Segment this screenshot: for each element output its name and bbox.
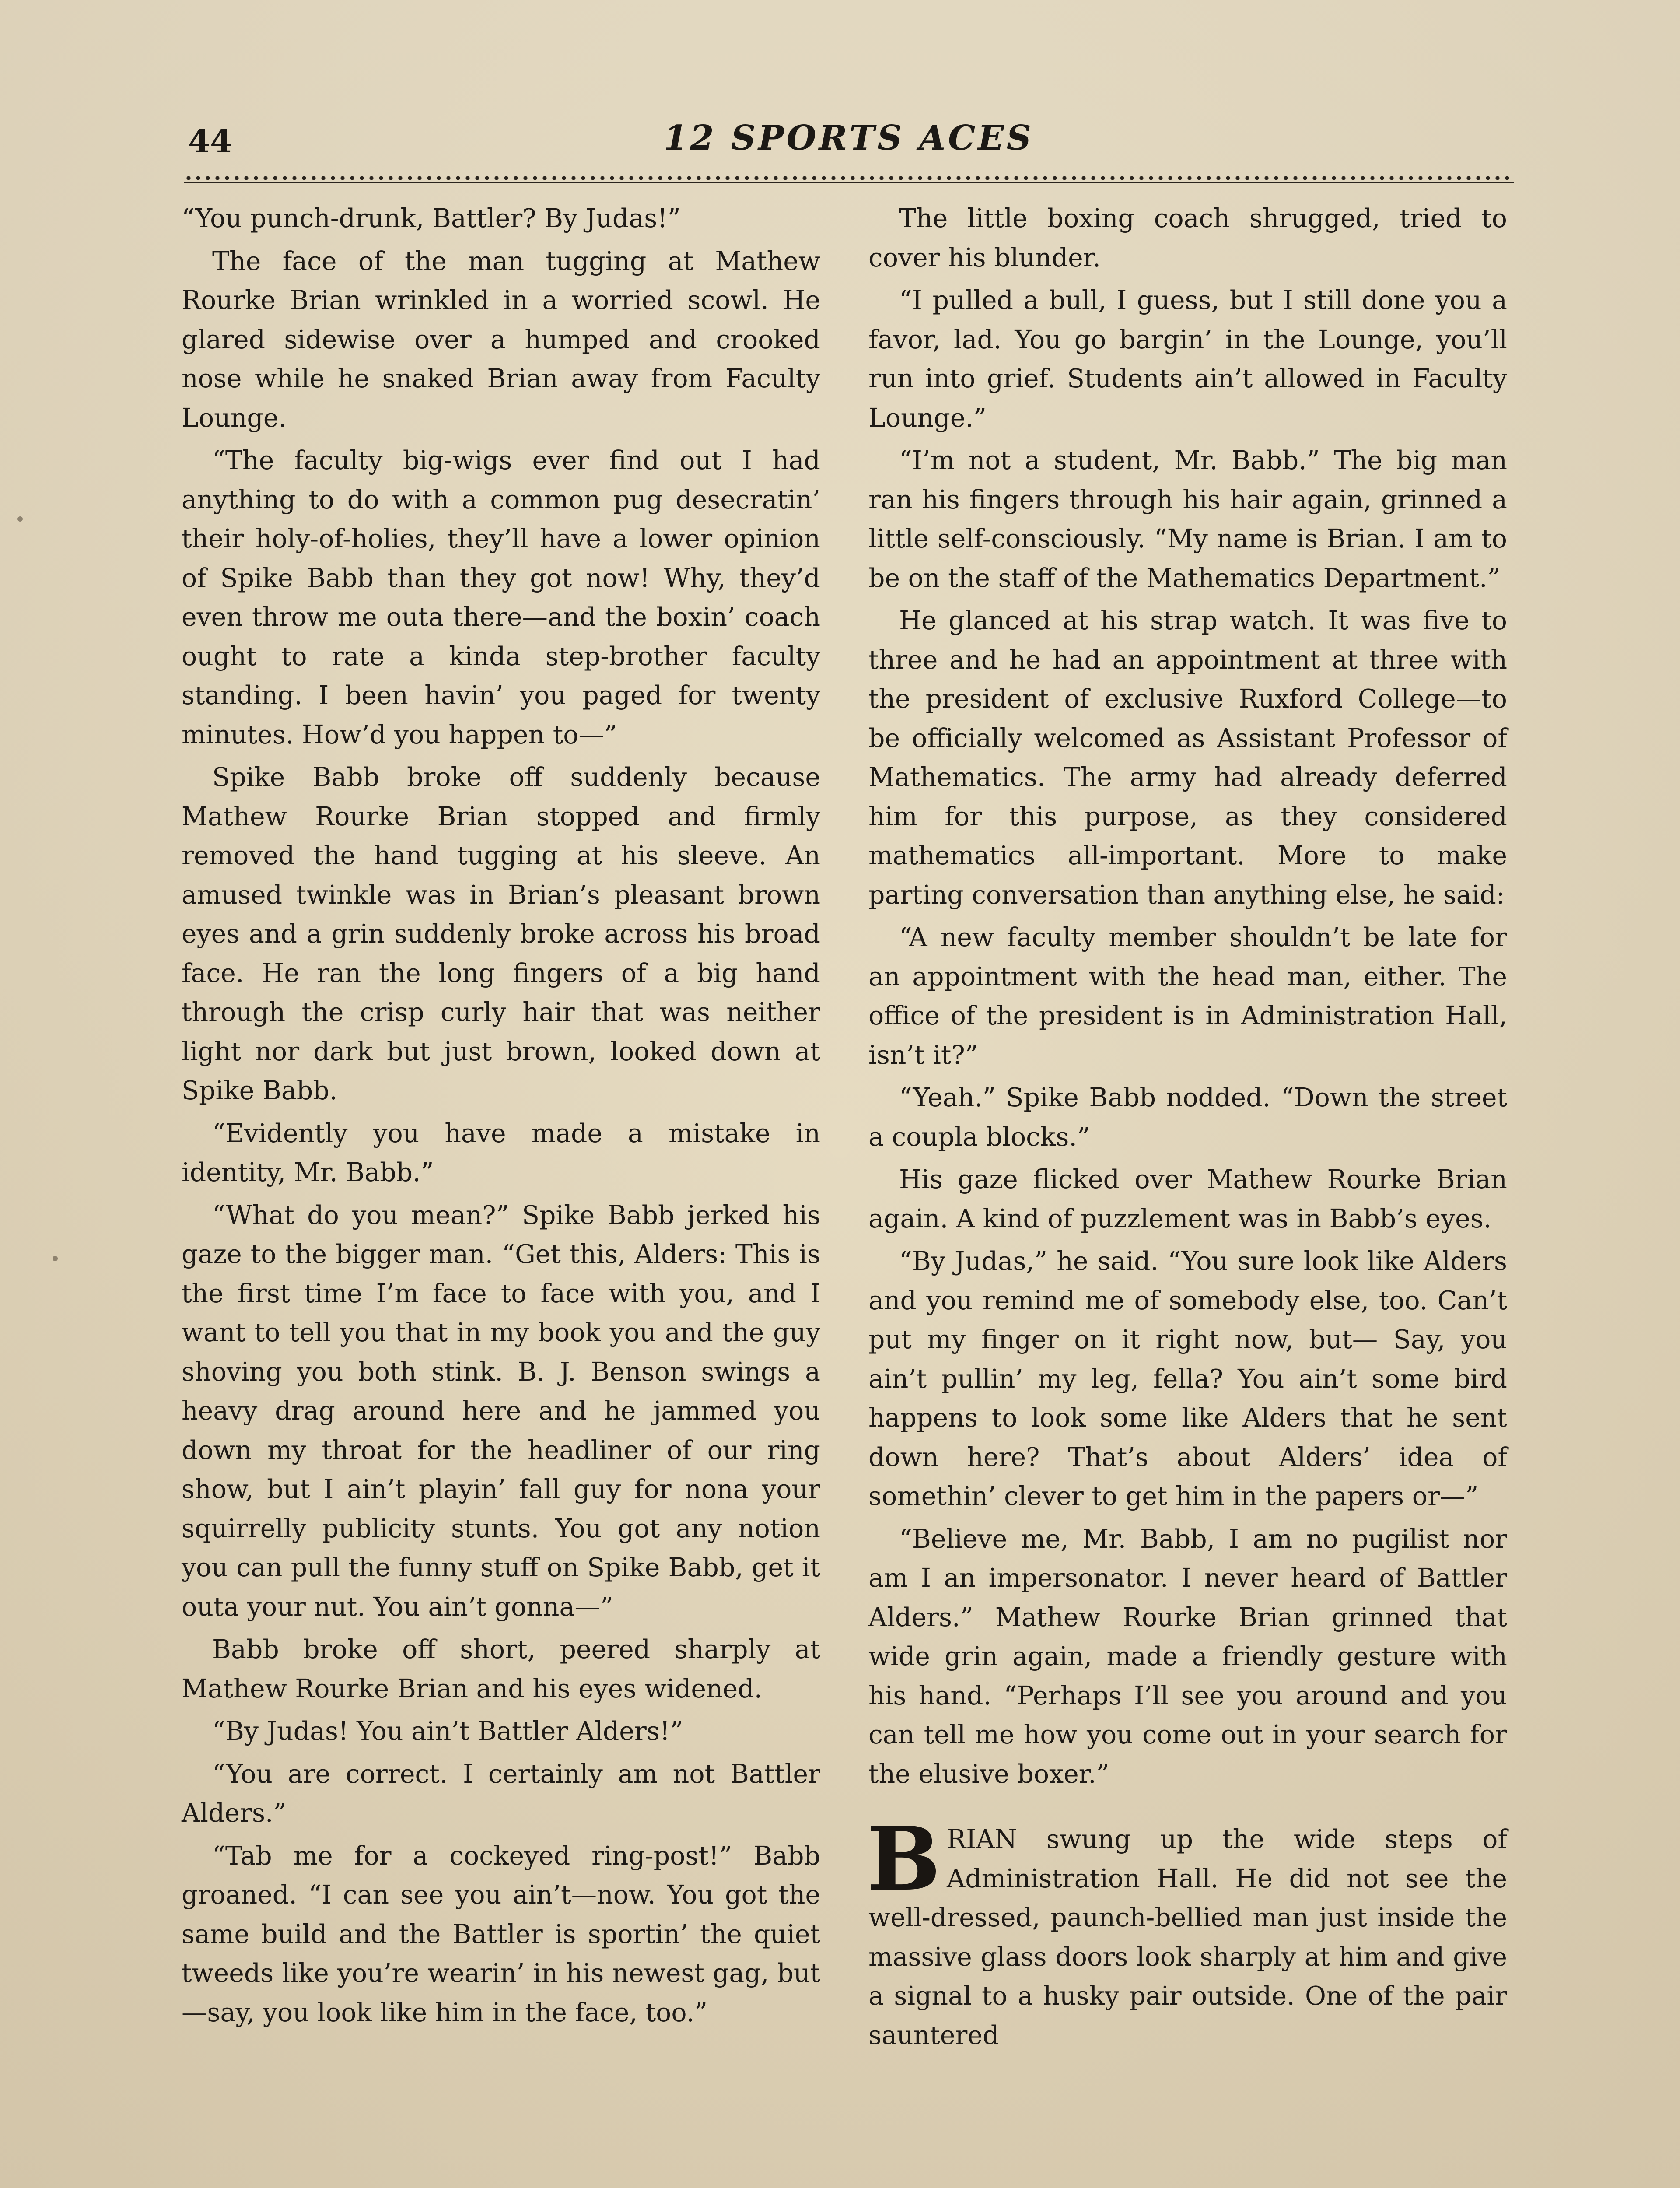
paragraph: “By Judas! You ain’t Battler Alders!” xyxy=(212,1716,683,1746)
paragraph: “You are correct. I certainly am not Battler Alders.” xyxy=(182,1759,820,1828)
paragraph: “Believe me, Mr. Babb, I am no pugilist nor am I an impersonator. I never heard of Battler Alders.” Mathew Rourke Brian grinned that wide grin again, made a friendly gesture with his hand. “Perhaps I’ll see you around and you can tell me how you come out in your search for the elusive boxer.” xyxy=(868,1524,1507,1789)
drop-cap: B xyxy=(867,1808,941,1911)
paragraph: The face of the man tugging at Mathew Rourke Brian wrinkled in a worried scowl. He glared sidewise over a humped and crooked nose while he snaked Brian away from Faculty Lounge. xyxy=(182,246,820,433)
print-speck xyxy=(52,1256,58,1261)
paragraph: “The faculty big-wigs ever find out I had anything to do with a common pug desecratin’ their holy-of-holies, they’ll have a lower opinion of Spike Babb than they got now! Why, they’d even throw me outa there—and the boxin’ coach ought to rate a kinda step-brother faculty standing. I been havin’ you paged for twenty minutes. How’d you happen to—” xyxy=(182,445,820,750)
section-start-paragraph xyxy=(867,1808,1507,2055)
paragraph: “You punch-drunk, Battler? By Judas!” xyxy=(182,203,681,233)
paragraph: “Evidently you have made a mistake in identity, Mr. Babb.” xyxy=(182,1118,820,1187)
page-header xyxy=(188,118,1509,171)
paragraph: “I’m not a student, Mr. Babb.” The big man ran his fingers through his hair again, grinned a little self-consciously. “My name is Brian. I am to be on the staff of the Mathematics Department.” xyxy=(868,445,1507,593)
paragraph: “What do you mean?” Spike Babb jerked his gaze to the bigger man. “Get this, Alders: This is the first time I’m face to face with you, and I want to tell you that in my book you and the guy shoving you both stink. B. J. Benson swings a heavy drag around here and he jammed you down my throat for the headliner of our ring show, but I ain’t playin’ fall guy for nona your squirrelly publicity stunts. You got any notion you can pull the funny stuff on Spike Babb, get it outa your nut. You ain’t gonna—” xyxy=(182,1200,820,1622)
paragraph: He glanced at his strap watch. It was five to three and he had an appointment at three with the president of exclusive Ruxford College—to be officially welcomed as Assistant Professor of Mathematics. The army had already deferred him for this purpose, as they considered mathematics all-important. More to make parting conversation than anything else, he said: xyxy=(868,606,1507,910)
paragraph: “Tab me for a cockeyed ring-post!” Babb groaned. “I can see you ain’t—now. You got the same build and the Battler is sportin’ the quiet tweeds like you’re wearin’ in his newest gag, but—say, you look like him in the face, too.” xyxy=(182,1841,820,2027)
left-column xyxy=(182,199,820,2036)
drop-paragraph-text: RIAN swung up the wide steps of Administration Hall. He did not see the well-dressed, paunch-bellied man just inside the massive glass doors look sharply at him and give a signal to a husky pair outside. One of the pair sauntered xyxy=(868,1824,1507,2050)
paragraph: The little boxing coach shrugged, tried to cover his blunder. xyxy=(868,203,1507,273)
page-number: 44 xyxy=(188,123,232,160)
paragraph: “A new faculty member shouldn’t be late for an appointment with the head man, either. The office of the president is in Administration Hall, isn’t it?” xyxy=(868,922,1507,1070)
running-title: 12 SPORTS ACES xyxy=(664,118,1034,158)
paragraph: His gaze flicked over Mathew Rourke Brian again. A kind of puzzlement was in Babb’s eyes. xyxy=(868,1164,1507,1234)
paragraph: Babb broke off short, peered sharply at Mathew Rourke Brian and his eyes widened. xyxy=(182,1634,820,1704)
header-rule xyxy=(184,174,1514,183)
paragraph: “I pulled a bull, I guess, but I still done you a favor, lad. You go bargin’ in the Lounge, you’ll run into grief. Students ain’t allowed in Faculty Lounge.” xyxy=(868,285,1507,433)
paragraph: Spike Babb broke off suddenly because Mathew Rourke Brian stopped and firmly removed the hand tugging at his sleeve. An amused twinkle was in Brian’s pleasant brown eyes and a grin suddenly broke across his broad face. He ran the long fingers of a big hand through the crisp curly hair that was neither light nor dark but just brown, looked down at Spike Babb. xyxy=(182,762,820,1105)
paragraph: “By Judas,” he said. “You sure look like Alders and you remind me of somebody else, too. Can’t put my finger on it right now, but— Say, you ain’t pullin’ my leg, fella? You ain’t some bird happens to look some like Alders that he sent down here? That’s about Alders’ idea of somethin’ clever to get him in the papers or—” xyxy=(868,1246,1507,1511)
paragraph: “Yeah.” Spike Babb nodded. “Down the street a coupla blocks.” xyxy=(868,1083,1507,1152)
right-column xyxy=(868,199,1507,2058)
print-speck xyxy=(18,516,23,522)
